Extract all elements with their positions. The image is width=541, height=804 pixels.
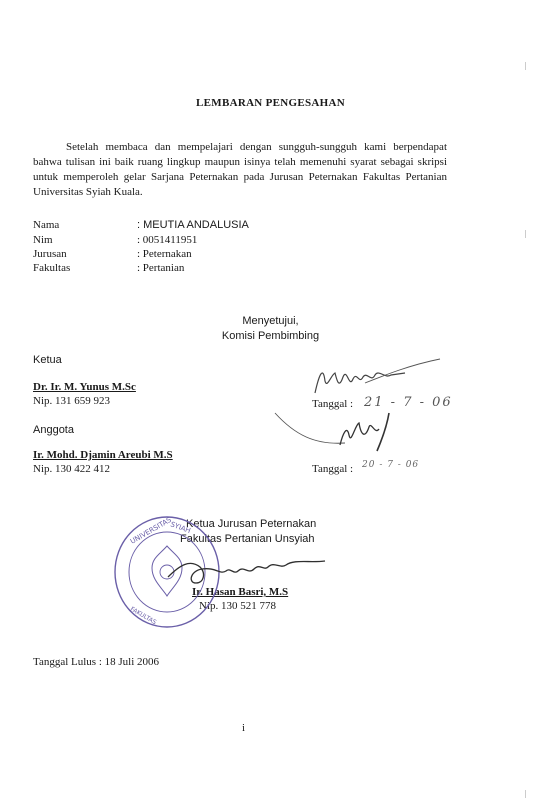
approval-paragraph: [33, 140, 447, 200]
svg-text:UNIVERSITAS: UNIVERSITAS: [129, 515, 173, 546]
scan-mark: [525, 230, 526, 238]
field-value-nim: : 0051411951: [137, 234, 198, 246]
ketua-date-label: Tanggal :: [312, 398, 354, 410]
ketua-nip: Nip. 131 659 923: [33, 395, 110, 407]
ketua-signature: [305, 355, 445, 405]
approval-line2: Komisi Pembimbing: [221, 330, 320, 342]
field-label-jurusan: Jurusan: [33, 248, 67, 260]
anggota-date-value: 20 - 7 - 06: [362, 460, 420, 470]
ketua-role: Ketua: [33, 354, 62, 366]
anggota-signature: [255, 405, 415, 465]
paragraph-text: Setelah membaca dan mempelajari dengan sungguh-sungguh kami berpendapat bahwa tulisan ini baik ruang lingkup maupun isinya telah memenuhi syarat sebagai skripsi untuk memperoleh gelar Sarjana Peternakan pada Jurusan Peternakan Fakultas Pertanian Universitas Syiah Kuala.: [33, 141, 447, 198]
field-label-nama: Nama: [33, 219, 60, 231]
kajur-line2: Fakultas Pertanian Unsyiah: [180, 533, 315, 545]
anggota-nip: Nip. 130 422 412: [33, 463, 110, 475]
kajur-line1: Ketua Jurusan Peternakan: [186, 518, 317, 530]
scan-mark: [525, 790, 526, 798]
scan-mark: [525, 62, 526, 70]
kajur-signature: [160, 545, 330, 595]
kajur-name: Ir. Hasan Basri, M.S: [192, 586, 289, 598]
document-title: LEMBARAN PENGESAHAN: [195, 97, 346, 109]
field-label-fakultas: Fakultas: [33, 262, 71, 274]
field-label-nim: Nim: [33, 234, 53, 246]
anggota-role: Anggota: [33, 424, 74, 436]
field-value-jurusan: : Peternakan: [137, 248, 192, 260]
anggota-name: Ir. Mohd. Djamin Areubi M.S: [33, 449, 173, 461]
approval-line1: Menyetujui,: [242, 315, 299, 327]
anggota-date-label: Tanggal :: [312, 463, 354, 475]
svg-text:SYIAH: SYIAH: [169, 520, 192, 536]
field-value-fakultas: : Pertanian: [137, 262, 185, 274]
graduation-date: Tanggal Lulus : 18 Juli 2006: [33, 656, 160, 668]
ketua-date-value: 21 - 7 - 06: [364, 395, 453, 410]
ketua-name: Dr. Ir. M. Yunus M.Sc: [33, 381, 136, 393]
page-number: i: [242, 722, 246, 734]
field-value-nama: : MEUTIA ANDALUSIA: [137, 219, 249, 231]
kajur-nip: Nip. 130 521 778: [199, 600, 276, 612]
svg-text:FAKULTAS: FAKULTAS: [129, 605, 158, 627]
